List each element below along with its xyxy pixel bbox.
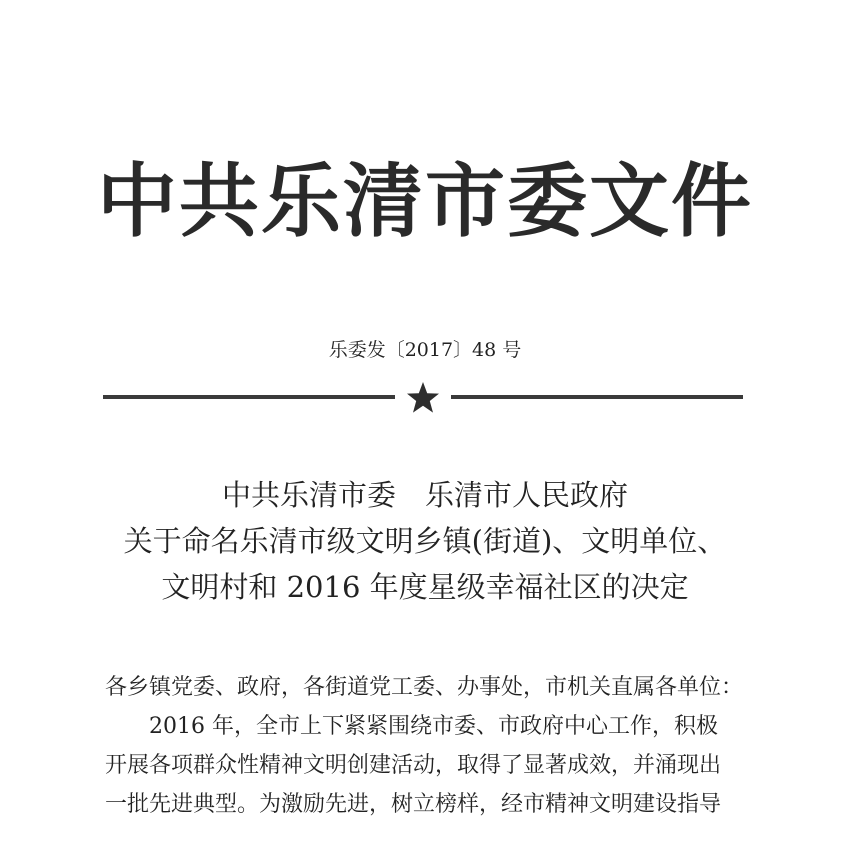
document-header-title: 中共乐清市委文件 xyxy=(97,155,753,248)
title-line: 文明村和 2016 年度星级幸福社区的决定 xyxy=(161,570,689,604)
document-number: 乐委发〔2017〕48 号 xyxy=(328,339,522,361)
header-divider xyxy=(103,380,743,416)
salutation: 各乡镇党委、政府，各街道党工委、办事处，市机关直属各单位： xyxy=(105,675,744,700)
body-line: 开展各项群众性精神文明创建活动，取得了显著成效，并涌现出 xyxy=(105,753,722,778)
title-line: 关于命名乐清市级文明乡镇(街道)、文明单位、 xyxy=(123,524,727,558)
body-line: 一批先进典型。为激励先进，树立榜样，经市精神文明建设指导 xyxy=(105,792,722,817)
body-line: 2016 年，全市上下紧紧围绕市委、市政府中心工作，积极 xyxy=(149,714,718,739)
title-line: 中共乐清市委 乐清市人民政府 xyxy=(221,478,628,512)
document-body xyxy=(105,668,745,824)
divider-rule-left xyxy=(103,395,395,399)
decision-title xyxy=(0,472,850,610)
star-icon xyxy=(405,380,441,416)
divider-rule-right xyxy=(451,395,743,399)
